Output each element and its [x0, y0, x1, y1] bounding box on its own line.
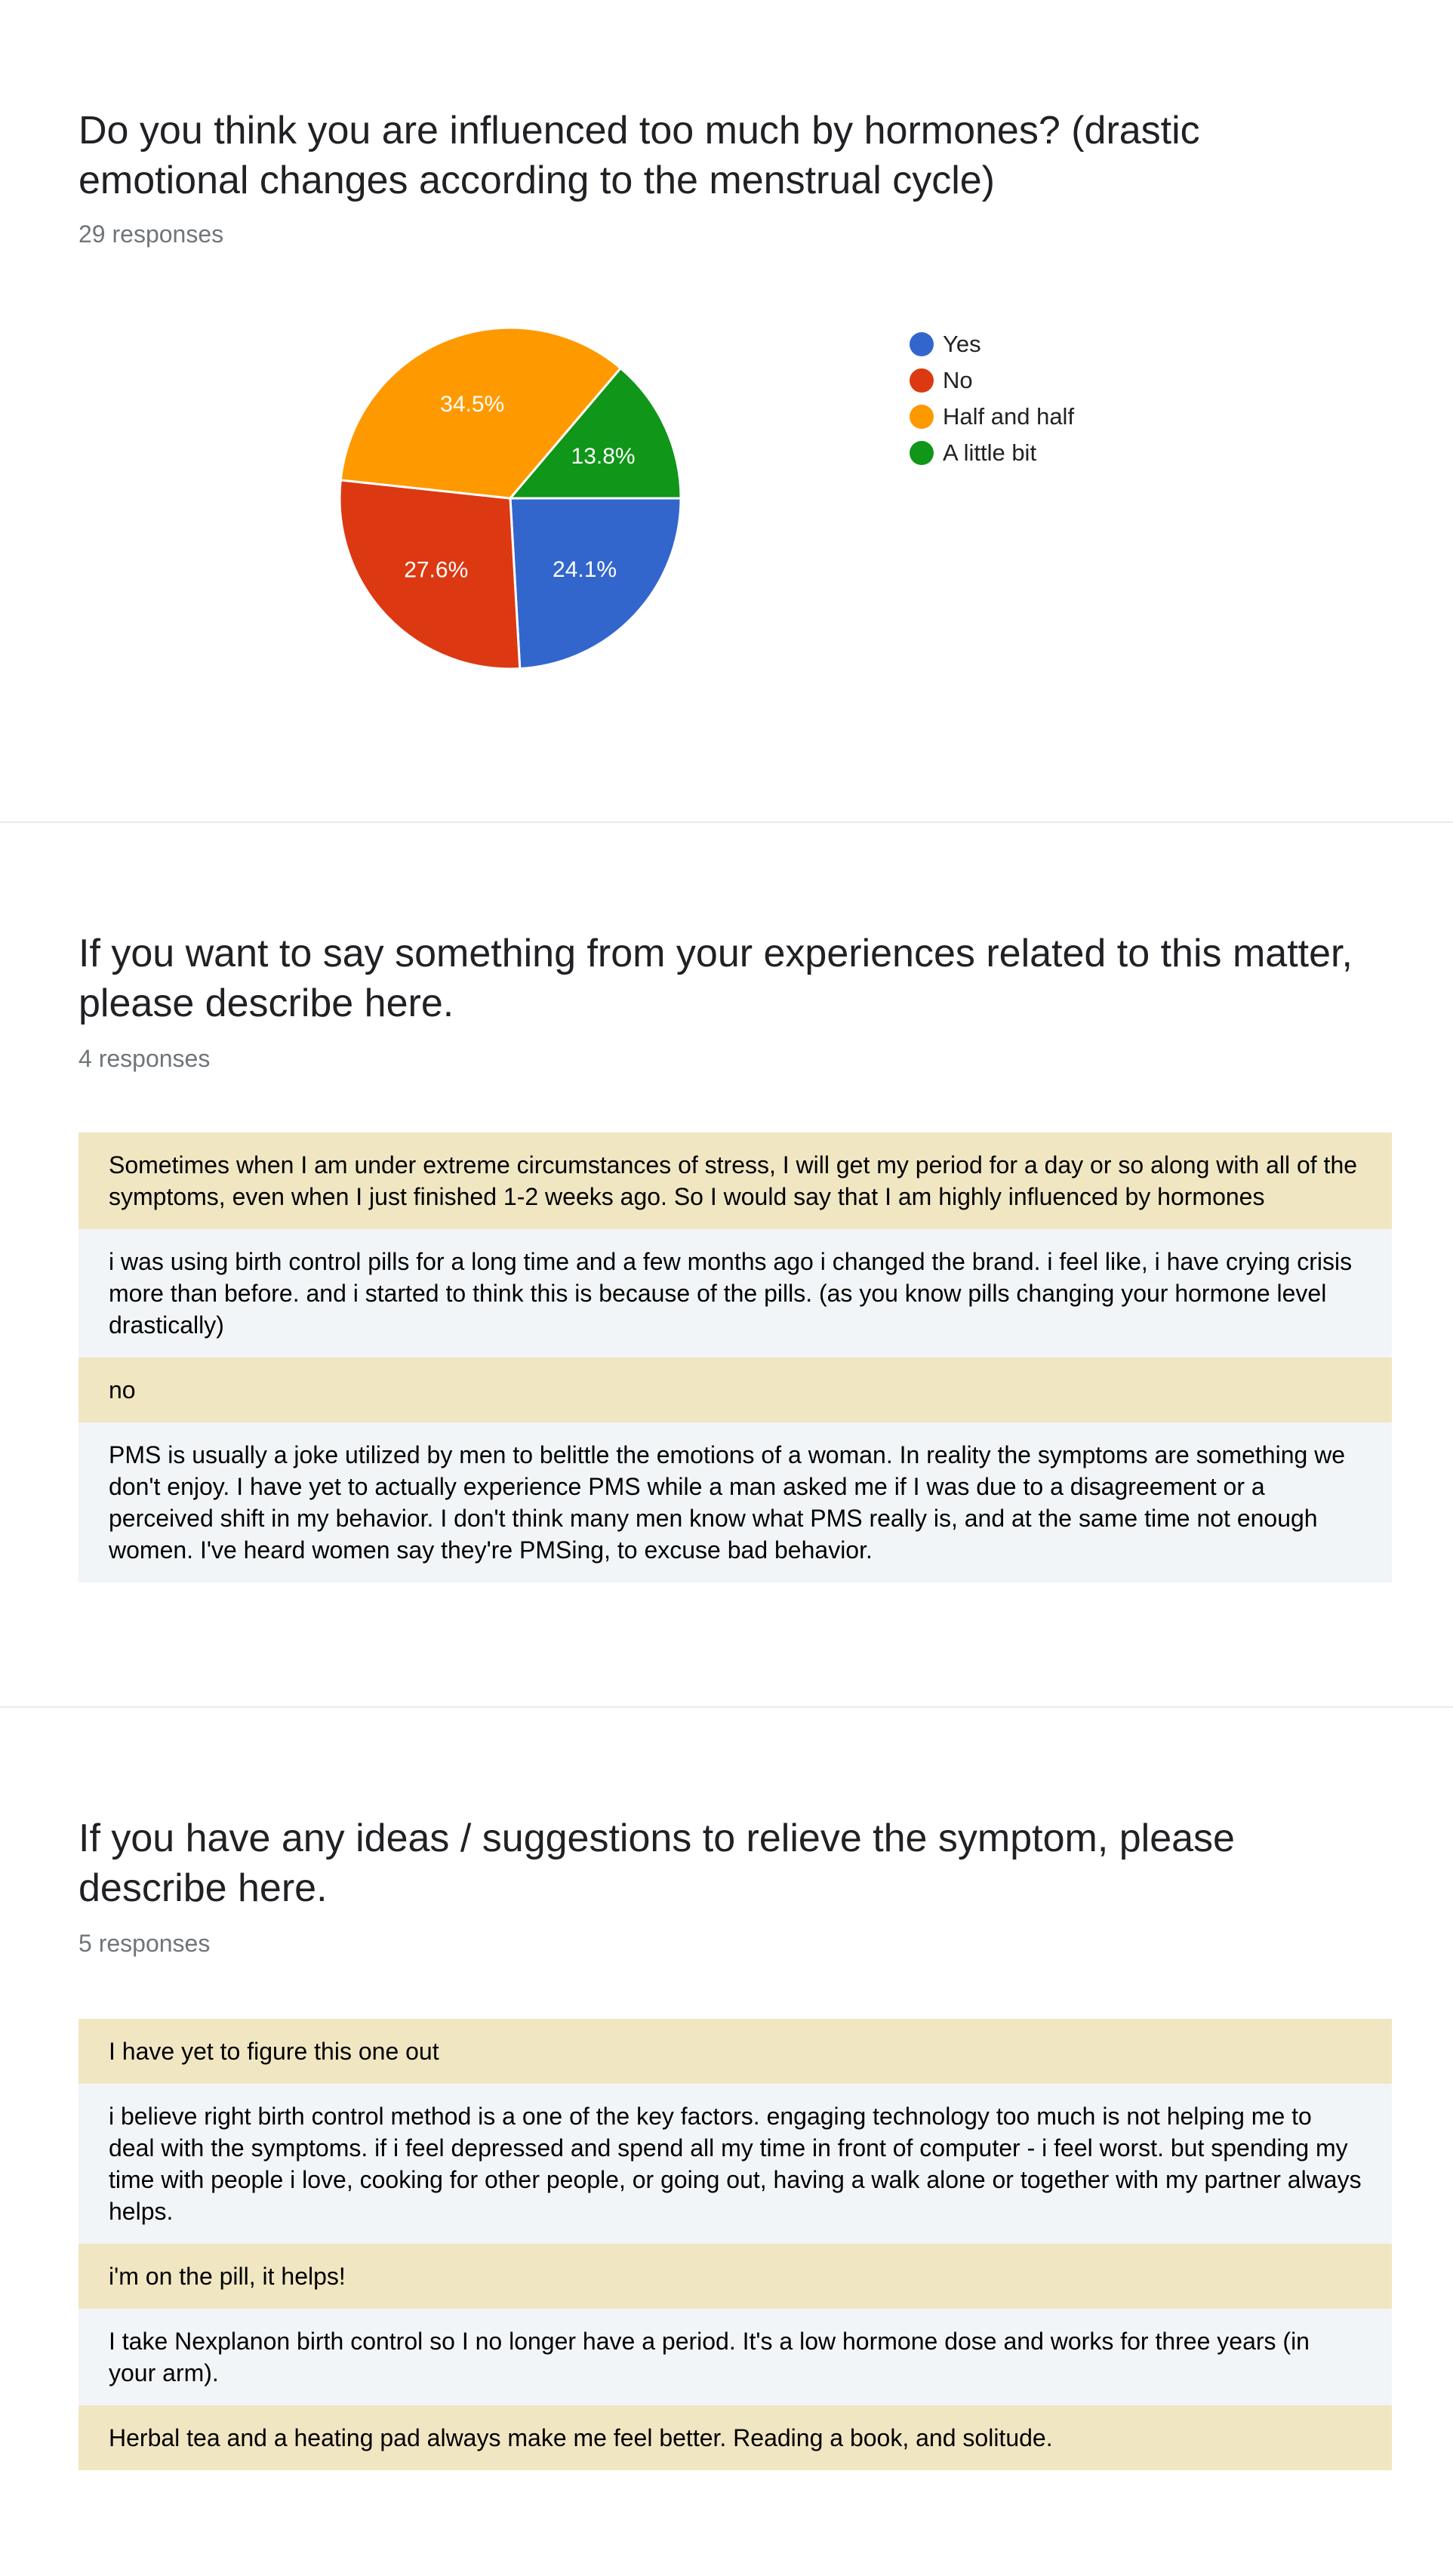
response-item: Sometimes when I am under extreme circumstances of stress, I will get my period for a day or so along with all of the symptoms, even when I just finished 1-2 weeks ago. So I would say that I am highly influenced by hormones [78, 1132, 1392, 1229]
pie-label-yes: 24.1% [553, 557, 617, 583]
pie-chart [0, 0, 1453, 823]
response-item: i was using birth control pills for a long time and a few months ago i changed the brand. i feel like, i have crying crisis more than before. and i started to think this is because of the pills. (as you know pills changing your hormone level drastically) [78, 1229, 1392, 1357]
response-item: Herbal tea and a heating pad always make me feel better. Reading a book, and solitude. [78, 2405, 1392, 2470]
legend-label: Yes [943, 331, 981, 357]
question-card-hormones [0, 0, 1453, 823]
response-list [78, 1132, 1392, 1582]
legend-swatch [910, 405, 934, 429]
response-item: i'm on the pill, it helps! [78, 2244, 1392, 2309]
response-item: I have yet to figure this one out [78, 2019, 1392, 2084]
response-item: i believe right birth control method is a one of the key factors. engaging technology too much is not helping me to deal with the symptoms. if i feel depressed and spend all my time in front of computer - i feel worst. but spending my time with people i love, cooking for other people, or going out, having a walk alone or together with my partner always helps. [78, 2084, 1392, 2244]
question-title: Do you think you are influenced too much by hormones? (drastic emotional changes according to the menstrual cycle) [78, 109, 1200, 202]
question-title: If you want to say something from your experiences related to this matter, please describe here. [78, 932, 1353, 1025]
legend-label: A little bit [943, 439, 1037, 466]
response-item: no [78, 1357, 1392, 1422]
question-title: If you have any ideas / suggestions to relieve the symptom, please describe here. [78, 1816, 1235, 1910]
legend-label: No [943, 367, 973, 393]
response-list [78, 2019, 1392, 2470]
question-card-suggestions [0, 1708, 1453, 2576]
pie-label-no: 27.6% [404, 557, 469, 583]
legend-item-yes[interactable] [910, 326, 1074, 362]
legend-item-a-little-bit[interactable] [910, 435, 1074, 471]
legend-swatch [910, 332, 934, 356]
legend-swatch [910, 368, 934, 393]
chart-legend [910, 326, 1074, 471]
response-count: 29 responses [78, 220, 224, 248]
legend-item-half-and-half[interactable] [910, 399, 1074, 435]
legend-label: Half and half [943, 403, 1075, 430]
pie-slice-yes[interactable] [510, 498, 681, 669]
response-count: 4 responses [78, 1045, 211, 1072]
legend-item-no[interactable] [910, 362, 1074, 399]
pie-label-half-and-half: 34.5% [440, 392, 505, 418]
pie-label-a-little-bit: 13.8% [571, 444, 636, 470]
question-card-experiences [0, 823, 1453, 1706]
legend-swatch [910, 441, 934, 465]
response-item: PMS is usually a joke utilized by men to belittle the emotions of a woman. In reality the symptoms are something we don't enjoy. I have yet to actually experience PMS while a man asked me if I was due to a disagreement or a perceived shift in my behavior. I don't think many men know what PMS really is, and at the same time not enough women. I've heard women say they're PMSing, to excuse bad behavior. [78, 1422, 1392, 1582]
response-count: 5 responses [78, 1930, 211, 1957]
response-item: I take Nexplanon birth control so I no longer have a period. It's a low hormone dose and works for three years (in your arm). [78, 2309, 1392, 2405]
